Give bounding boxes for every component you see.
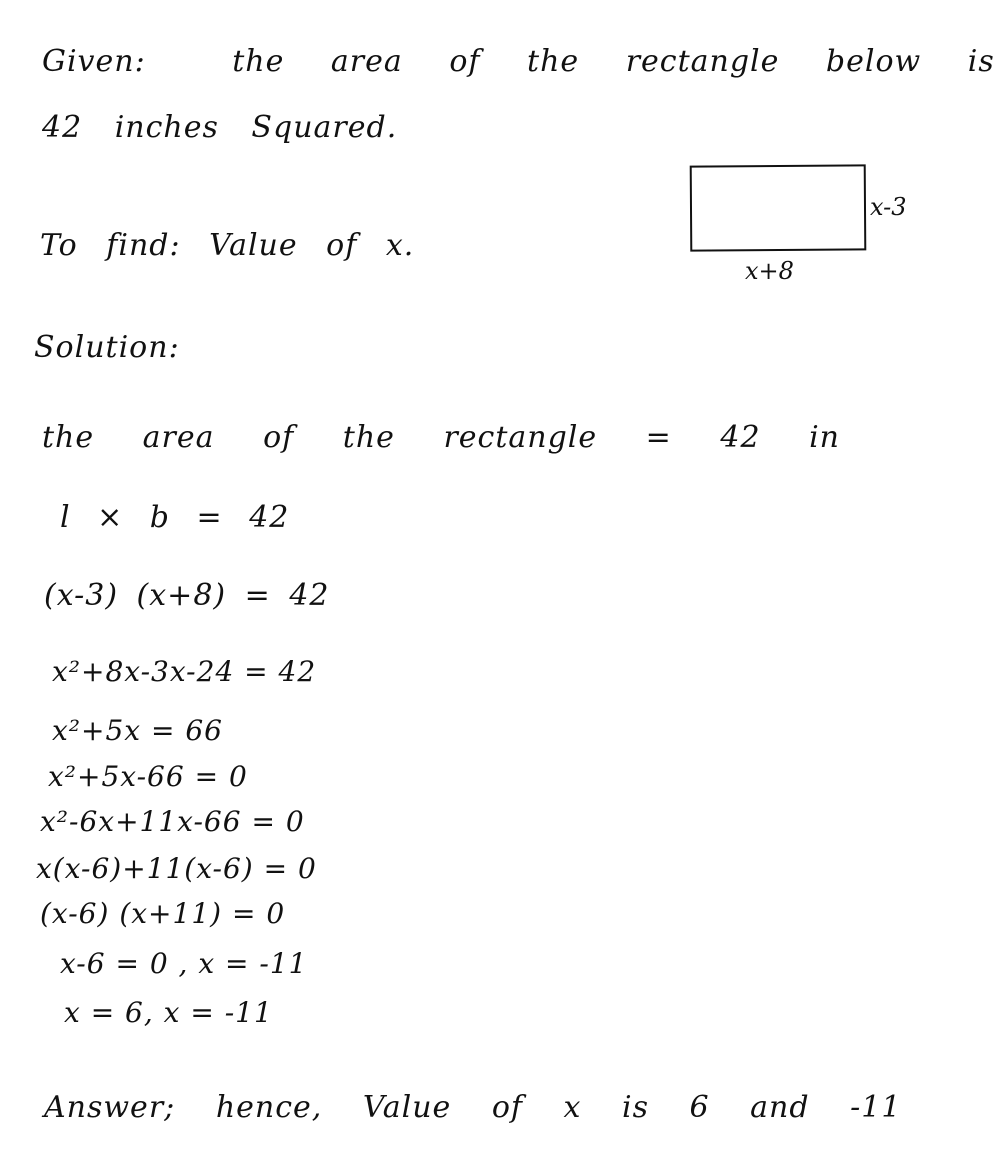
solution-step-8: x(x-6)+11(x-6) = 0	[36, 852, 317, 885]
to-find-label: To find:	[40, 228, 181, 263]
to-find-line	[40, 228, 414, 263]
given-line-1	[42, 44, 995, 79]
solution-step-4: x²+8x-3x-24 = 42	[52, 655, 317, 688]
solution-step-1: the area of the rectangle = 42 in	[42, 420, 840, 455]
given-line-2: 42 inches Squared.	[42, 110, 398, 145]
solution-step-6: x²+5x-66 = 0	[48, 760, 248, 793]
to-find-text: Value of x.	[209, 228, 415, 263]
given-statement: the area of the rectangle below is	[232, 44, 995, 79]
rectangle-figure	[690, 164, 867, 251]
rectangle-height-label: x-3	[870, 193, 907, 221]
answer-text: hence, Value of x is 6 and -11	[215, 1090, 902, 1125]
solution-step-9: (x-6) (x+11) = 0	[40, 897, 286, 930]
solution-step-3: (x-3) (x+8) = 42	[44, 578, 330, 613]
solution-step-11: x = 6, x = -11	[64, 996, 273, 1029]
solution-step-2: l × b = 42	[60, 500, 290, 535]
answer-label: Answer;	[44, 1090, 176, 1125]
answer-line	[44, 1090, 901, 1125]
solution-label: Solution:	[34, 330, 180, 365]
given-label: Given:	[42, 44, 146, 79]
solution-step-7: x²-6x+11x-66 = 0	[40, 805, 305, 838]
solution-step-10: x-6 = 0 , x = -11	[60, 947, 308, 980]
rectangle-width-label: x+8	[745, 257, 794, 285]
solution-step-5: x²+5x = 66	[52, 714, 223, 747]
